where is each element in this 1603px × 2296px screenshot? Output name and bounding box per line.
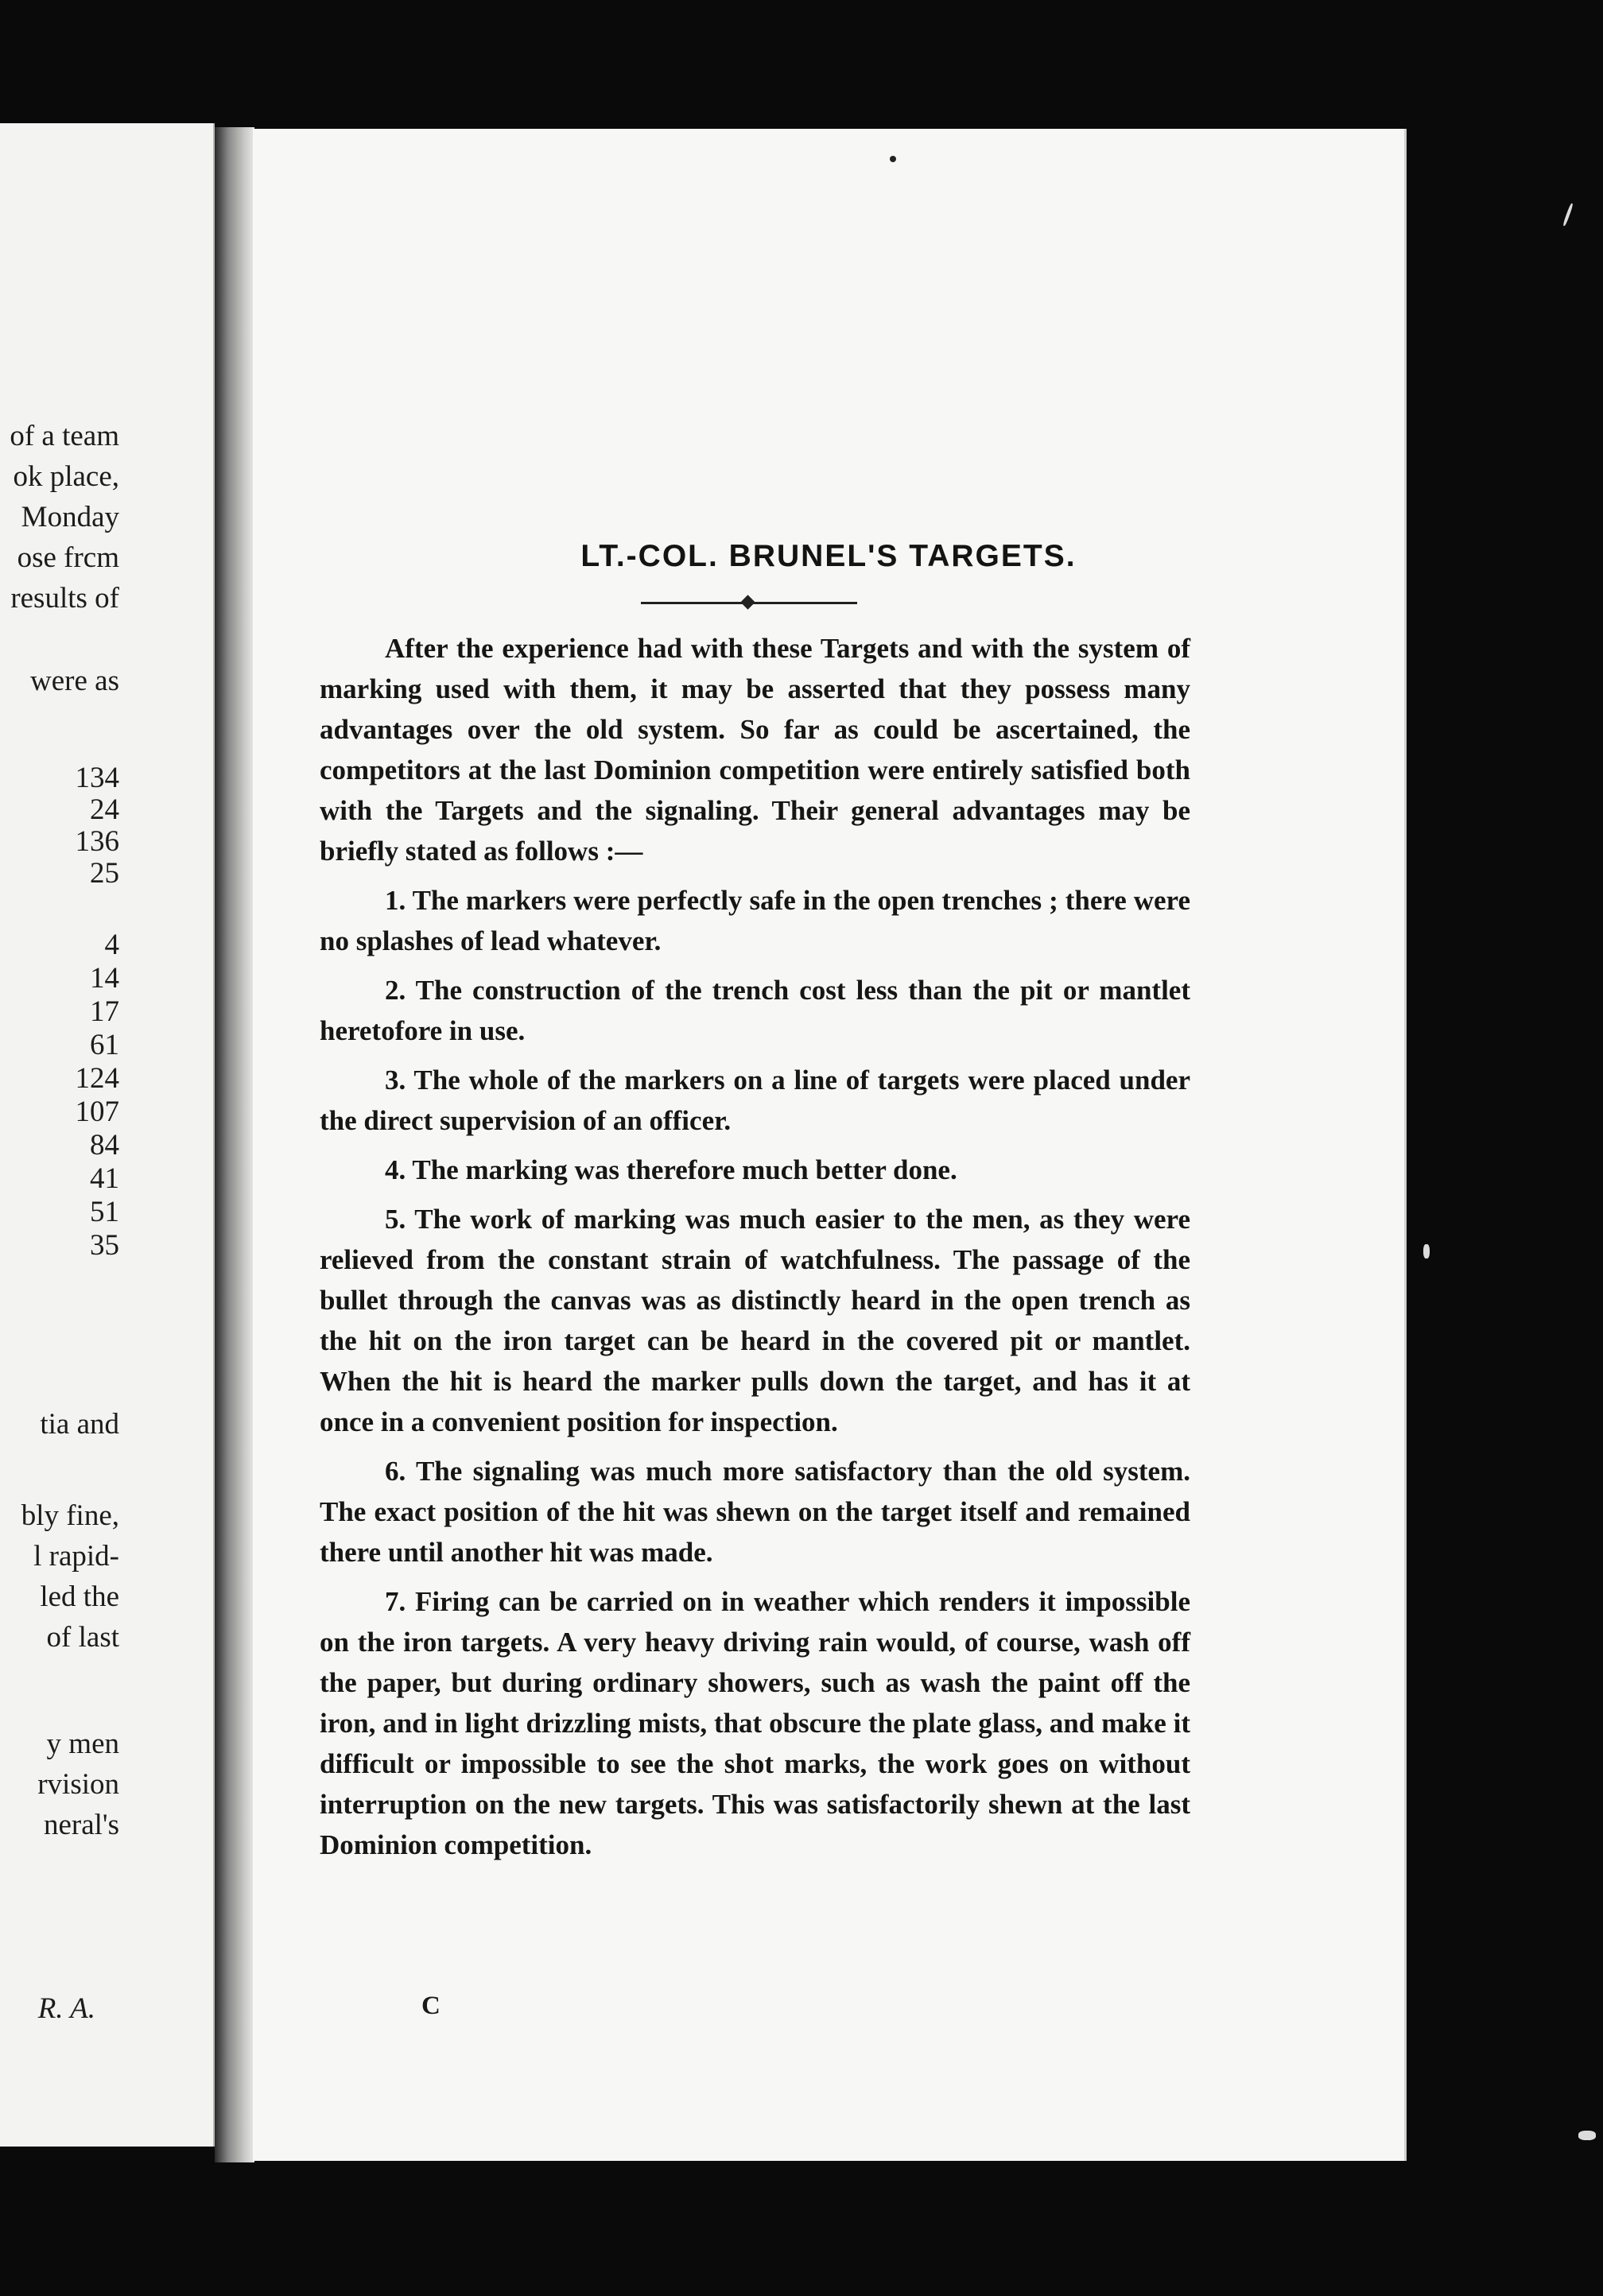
left-text-line: ose frcm — [17, 541, 119, 574]
left-text-line: of a team — [10, 420, 119, 452]
left-number: 25 — [90, 857, 119, 890]
left-text-line: bly fine, — [21, 1499, 119, 1532]
left-number: 124 — [75, 1062, 119, 1095]
left-text-line: results of — [10, 582, 119, 615]
paragraph: After the experience had with these Targets and with the system of marking used with them, it may be asserted that they possess many advantages over the old system. So far as could be ascertained, the competitors at the last Dominion competition were entirely satisfied both with the Targets and the signaling. Their general advantages may be briefly stated as follows :— — [320, 633, 1190, 867]
left-number: 4 — [104, 929, 119, 961]
left-text-line: neral's — [43, 1809, 119, 1841]
left-text-line: were as — [30, 665, 119, 697]
left-number: 107 — [75, 1096, 119, 1128]
edge-speck — [1423, 1244, 1430, 1259]
paragraph: 3. The whole of the markers on a line of targets were placed under the direct supervision of an officer. — [320, 1065, 1190, 1136]
left-text-line: ok place, — [13, 460, 119, 493]
page-title: LT.-COL. BRUNEL'S TARGETS. — [580, 539, 1077, 573]
left-text-line: y men — [46, 1728, 119, 1760]
left-number: 134 — [75, 762, 119, 794]
left-number: 61 — [90, 1029, 119, 1061]
edge-speck — [1562, 203, 1574, 227]
paragraph: 6. The signaling was much more satisfactory than the old system. The exact position of the hit was shewn on the target itself and remained there until another hit was made. — [320, 1456, 1190, 1568]
speck-mark — [890, 156, 896, 162]
paragraph: 2. The construction of the trench cost less than the pit or mantlet heretofore in use. — [320, 975, 1190, 1046]
left-page — [0, 123, 215, 2147]
signature-mark: C — [421, 1992, 441, 2020]
left-signature: R. A. — [37, 1992, 95, 2025]
left-number: 17 — [90, 995, 119, 1028]
left-number: 14 — [90, 962, 119, 995]
left-number: 136 — [75, 825, 119, 858]
left-text-line: rvision — [37, 1768, 119, 1801]
left-number: 84 — [90, 1129, 119, 1162]
body-text — [320, 628, 1190, 1874]
book-gutter — [215, 127, 254, 2162]
left-number: 24 — [90, 793, 119, 826]
right-page — [253, 129, 1407, 2161]
left-text-line: of last — [46, 1621, 119, 1654]
left-number: 41 — [90, 1162, 119, 1195]
title-rule-ornament — [740, 595, 755, 609]
left-text-line: Monday — [21, 501, 119, 533]
left-text-line: l rapid- — [33, 1540, 119, 1573]
left-text-line: tia and — [40, 1408, 119, 1441]
left-text-line: led the — [40, 1580, 119, 1613]
paragraph: 7. Firing can be carried on in weather which renders it impossible on the iron targets. A very heavy driving rain would, of course, wash off the paper, but during ordinary showers, such as wash the paint off the iron, and in light drizzling mists, that obscure the plate glass, and make it difficult or impossible to see the shot marks, the work goes on without interruption on the new targets. This was satisfactorily shewn at the last Dominion competition. — [320, 1586, 1190, 1860]
left-number: 35 — [90, 1229, 119, 1262]
paragraph: 4. The marking was therefore much better done. — [385, 1154, 957, 1185]
paragraph: 1. The markers were perfectly safe in the open trenches ; there were no splashes of lead whatever. — [320, 885, 1190, 956]
left-number: 51 — [90, 1196, 119, 1228]
paragraph: 5. The work of marking was much easier to the men, as they were relieved from the constant strain of watchfulness. The passage of the bullet through the canvas was as distinctly heard in the open trench as the hit on the iron target can be heard in the covered pit or mantlet. When the hit is heard the marker pulls down the target, and has it at once in a convenient position for inspection. — [320, 1204, 1190, 1437]
edge-speck — [1578, 2131, 1596, 2140]
